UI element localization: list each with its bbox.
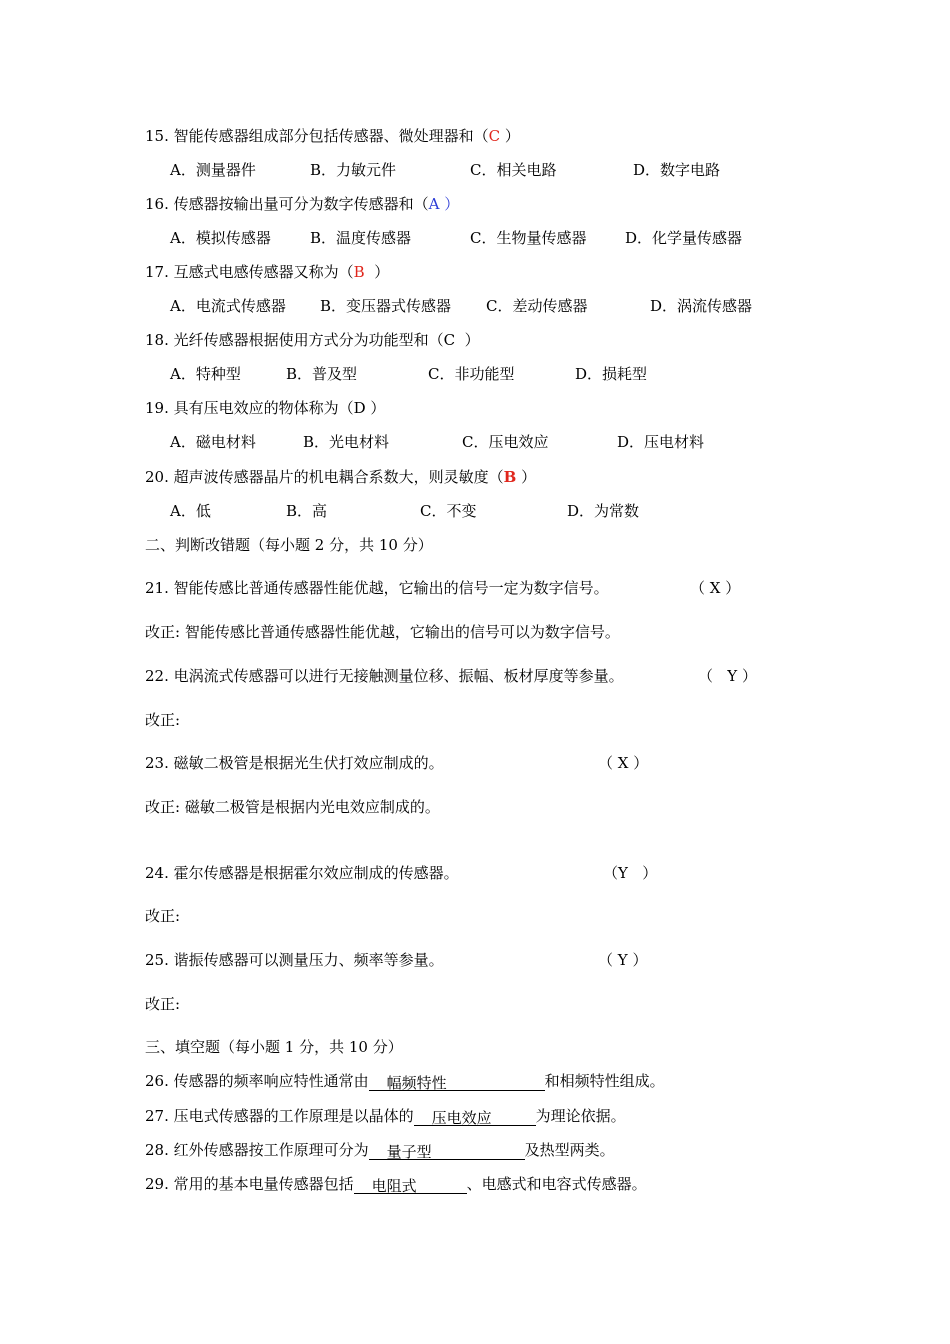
- tf-mark: （ X ）: [690, 579, 741, 597]
- tf-mark: （ Y ）: [698, 667, 757, 685]
- option-b: B．变压器式传感器: [320, 297, 452, 315]
- fill-question: [145, 1106, 626, 1126]
- fill-question: [145, 1140, 615, 1160]
- option-c: C．生物量传感器: [470, 229, 587, 247]
- option-a: A．低: [170, 502, 211, 520]
- option-a: A．磁电材料: [170, 433, 256, 451]
- fill-pre: 26. 传感器的频率响应特性通常由: [145, 1072, 369, 1090]
- option-b: B．普及型: [286, 365, 358, 383]
- option-d: D．为常数: [567, 502, 640, 520]
- fill-pre: 29. 常用的基本电量传感器包括: [145, 1175, 354, 1193]
- question-15: [145, 126, 520, 146]
- section-title: 二、判断改错题（每小题 2 分，共 10 分）: [145, 536, 433, 554]
- section-title: 三、填空题（每小题 1 分，共 10 分）: [145, 1038, 403, 1056]
- fill-pre: 27. 压电式传感器的工作原理是以晶体的: [145, 1107, 414, 1125]
- option-a: A．特种型: [170, 365, 241, 383]
- question-16: [145, 194, 459, 214]
- option-a: A．模拟传感器: [170, 229, 271, 247]
- tf-correction: 改正:: [145, 711, 181, 729]
- tf-correction: 改正:: [145, 907, 181, 925]
- fill-blank: [414, 1108, 536, 1126]
- question-close: ）: [455, 331, 480, 349]
- option-c: C．相关电路: [470, 161, 557, 179]
- fill-post: 及热型两类。: [524, 1141, 615, 1159]
- option-b: B．光电材料: [303, 433, 390, 451]
- fill-answer: 量子型: [386, 1143, 432, 1161]
- option-b: B．力敏元件: [310, 161, 397, 179]
- fill-answer: 电阻式: [371, 1177, 417, 1195]
- question-close: ）: [365, 399, 386, 417]
- question-stem: 20. 超声波传感器晶片的机电耦合系数大，则灵敏度（: [145, 468, 504, 486]
- question-20: [145, 467, 536, 487]
- answer-mark: A: [428, 195, 440, 213]
- fill-post: 、电感式和电容式传感器。: [466, 1175, 647, 1193]
- answer-mark: C: [443, 331, 456, 349]
- answer-mark: D: [353, 399, 366, 417]
- question-close: ）: [439, 195, 460, 213]
- fill-post: 为理论依据。: [535, 1107, 626, 1125]
- option-a: A．测量器件: [170, 161, 256, 179]
- fill-answer: 幅频特性: [386, 1074, 447, 1092]
- fill-post: 和相频特性组成。: [544, 1072, 665, 1090]
- answer-mark: C: [488, 127, 501, 145]
- question-stem: 16. 传感器按输出量可分为数字传感器和（: [145, 195, 429, 213]
- tf-correction: 改正: 智能传感比普通传感器性能优越，它输出的信号可以为数字信号。: [145, 623, 620, 641]
- option-d: D．损耗型: [575, 365, 648, 383]
- tf-question: 22. 电涡流式传感器可以进行无接触测量位移、振幅、板材厚度等参量。: [145, 667, 624, 685]
- tf-question: 25. 谐振传感器可以测量压力、频率等参量。: [145, 951, 444, 969]
- option-d: D．压电材料: [617, 433, 705, 451]
- fill-question: [145, 1071, 665, 1091]
- question-stem: 15. 智能传感器组成部分包括传感器、微处理器和（: [145, 127, 489, 145]
- fill-question: [145, 1174, 647, 1194]
- answer-mark: B: [353, 263, 365, 281]
- option-c: C．不变: [420, 502, 477, 520]
- option-b: B．温度传感器: [310, 229, 412, 247]
- tf-mark: （ Y ）: [598, 951, 648, 969]
- fill-blank: [354, 1176, 467, 1194]
- question-stem: 18. 光纤传感器根据使用方式分为功能型和（: [145, 331, 444, 349]
- fill-pre: 28. 红外传感器按工作原理可分为: [145, 1141, 369, 1159]
- option-c: C．非功能型: [428, 365, 515, 383]
- question-stem: 17. 互感式电感传感器又称为（: [145, 263, 354, 281]
- option-c: C．差动传感器: [486, 297, 588, 315]
- question-18: [145, 330, 480, 350]
- tf-correction: 改正:: [145, 995, 181, 1013]
- answer-mark: B: [503, 468, 517, 486]
- tf-question: 21. 智能传感比普通传感器性能优越，它输出的信号一定为数字信号。: [145, 579, 609, 597]
- fill-blank: [369, 1073, 545, 1091]
- tf-correction: 改正: 磁敏二极管是根据内光电效应制成的。: [145, 798, 440, 816]
- fill-blank: [369, 1142, 525, 1160]
- question-19: [145, 398, 385, 418]
- tf-question: 23. 磁敏二极管是根据光生伏打效应制成的。: [145, 754, 444, 772]
- option-a: A．电流式传感器: [170, 297, 286, 315]
- tf-question: 24. 霍尔传感器是根据霍尔效应制成的传感器。: [145, 864, 459, 882]
- question-close: ）: [364, 263, 390, 281]
- option-d: D．数字电路: [633, 161, 721, 179]
- fill-answer: 压电效应: [431, 1109, 492, 1127]
- question-17: [145, 262, 389, 282]
- tf-mark: （Y ）: [603, 864, 658, 882]
- question-stem: 19. 具有压电效应的物体称为（: [145, 399, 354, 417]
- option-b: B．高: [286, 502, 328, 520]
- option-c: C．压电效应: [462, 433, 549, 451]
- question-close: ）: [500, 127, 520, 145]
- option-d: D．涡流传感器: [650, 297, 753, 315]
- option-d: D．化学量传感器: [625, 229, 743, 247]
- tf-mark: （ X ）: [598, 754, 649, 772]
- question-close: ）: [516, 468, 537, 486]
